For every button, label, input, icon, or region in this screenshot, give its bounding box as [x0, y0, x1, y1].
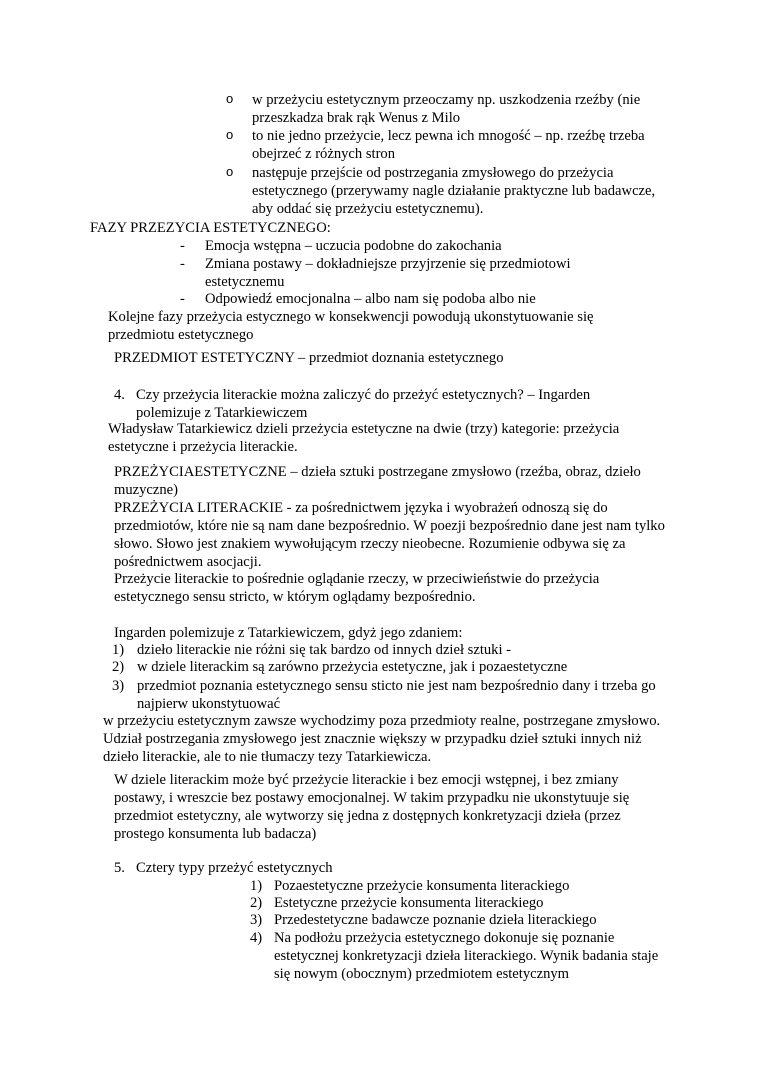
item-number: 2) — [250, 895, 263, 911]
numbered-item: 3) przedmiot poznania estetycznego sensu sticto nie jest nam bezpośrednio dany i trzeba go najpierw ukonstytuować — [112, 678, 656, 712]
list-item: - Emocja wstępna – uczucia podobne do zakochania — [180, 238, 502, 254]
question-number: 5. — [114, 860, 125, 876]
bullet-item — [226, 91, 666, 127]
circle-bullet-icon: o — [226, 164, 234, 179]
numbered-item: 2) w dziele literackim są zarówno przeżycia estetyczne, jak i pozaestetyczne — [112, 659, 568, 675]
numbered-item: 2) Estetyczne przeżycie konsumenta literackiego — [250, 895, 544, 911]
numbered-item: 3) Przedestetyczne badawcze poznanie dzieła literackiego — [250, 912, 597, 928]
dash-bullet-icon: - — [180, 238, 185, 254]
paragraph: Ingarden polemizuje z Tatarkiewiczem, gdyż jego zdaniem: — [114, 625, 463, 641]
numbered-item: 1) Pozaestetyczne przeżycie konsumenta literackiego — [250, 878, 570, 894]
paragraph: Kolejne fazy przeżycia estycznego w konsekwencji powodują ukonstytuowanie się przedmiotu estetycznego — [108, 309, 594, 343]
paragraph: W dziele literackim może być przeżycie literackie i bez emocji wstępnej, i bez zmiany postawy, i wreszcie bez postawy emocjonalnej. W takim przypadku nie ukonstytuuje się przedmiot estetyczny, ale wytworzy się jedna z dostępnych konkretyzacji dzieła (przez prostego konsumenta lub badacza) — [114, 772, 630, 842]
paragraph: w przeżyciu estetycznym zawsze wychodzimy poza przedmioty realne, postrzegane zmysłowo. Udział postrzegania zmysłowego jest znacznie większy w przypadku dzieł sztuki innych niż dzieło literackie, ale to nie tłumaczy tezy Tatarkiewicza. — [103, 713, 661, 765]
list-item: - Zmiana postawy – dokładniejsze przyjrzenie się przedmiotowi estetycznemu — [180, 256, 571, 290]
bullet-text: następuje przejście od postrzegania zmysłowego do przeżycia estetycznego (przerywamy nagle działanie praktyczne lub badawcze, aby oddać się przeżyciu estetycznemu). — [252, 165, 656, 217]
question-text: Czy przeżycia literackie można zaliczyć do przeżyć estetycznych? – Ingarden polemizuje z Tatarkiewiczem — [136, 387, 591, 421]
definition: Przeżycie literackie to pośrednie oglądanie rzeczy, w przeciwieństwie do przeżycia estetycznego sensu stricto, w którym oglądamy bezpośrednio. — [114, 571, 600, 605]
paragraph: PRZEDMIOT ESTETYCZNY – przedmiot doznania estetycznego — [114, 350, 504, 366]
dash-bullet-icon: - — [180, 256, 185, 272]
item-number: 1) — [250, 878, 263, 894]
section-heading: FAZY PRZEZYCIA ESTETYCZNEGO: — [90, 220, 331, 236]
item-number: 3) — [112, 678, 125, 694]
dash-bullet-icon: - — [180, 291, 185, 307]
definition: PRZEŻYCIA LITERACKIE - za pośrednictwem języka i wyobrażeń odnoszą się do przedmiotów, które nie są nam dane bezpośrednio. W poezji bezpośrednio dane jest nam tylko słowo. Słowo jest znakiem wywołującym rzeczy nieobecne. Rozumienie odbywa się za pośrednictwem asocjacji. — [114, 500, 665, 570]
circle-bullet-icon: o — [226, 127, 234, 142]
bullet-item — [226, 127, 666, 163]
circle-bullet-icon: o — [226, 91, 234, 106]
item-number: 3) — [250, 912, 263, 928]
item-number: 1) — [112, 642, 125, 658]
numbered-item: 4) Na podłożu przeżycia estetycznego dokonuje się poznanie estetycznej konkretyzacji dzieła literackiego. Wynik badania staje się nowym (obocznym) przedmiotem estetycznym — [250, 930, 659, 982]
question-number: 4. — [114, 387, 125, 403]
bullet-text: to nie jedno przeżycie, lecz pewna ich mnogość – np. rzeźbę trzeba obejrzeć z różnych stron — [252, 128, 645, 162]
question-text: Cztery typy przeżyć estetycznych — [136, 860, 333, 876]
definition: PRZEŻYCIAESTETYCZNE – dzieła sztuki postrzegane zmysłowo (rzeźba, obraz, dzieło muzyczne) — [114, 464, 641, 498]
question-5 — [114, 859, 654, 877]
question-4 — [114, 386, 654, 422]
paragraph: Władysław Tatarkiewicz dzieli przeżycia estetyczne na dwie (trzy) kategorie: przeżycia estetyczne i przeżycia literackie. — [108, 421, 620, 455]
item-number: 4) — [250, 930, 263, 946]
bullet-text: w przeżyciu estetycznym przeoczamy np. uszkodzenia rzeźby (nie przeszkadza brak rąk Wenus z Milo — [252, 92, 641, 126]
list-item: - Odpowiedź emocjonalna – albo nam się podoba albo nie — [180, 291, 536, 307]
numbered-item: 1) dzieło literackie nie różni się tak bardzo od innych dzieł sztuki - — [112, 642, 512, 658]
bullet-item — [226, 164, 666, 218]
item-number: 2) — [112, 659, 125, 675]
